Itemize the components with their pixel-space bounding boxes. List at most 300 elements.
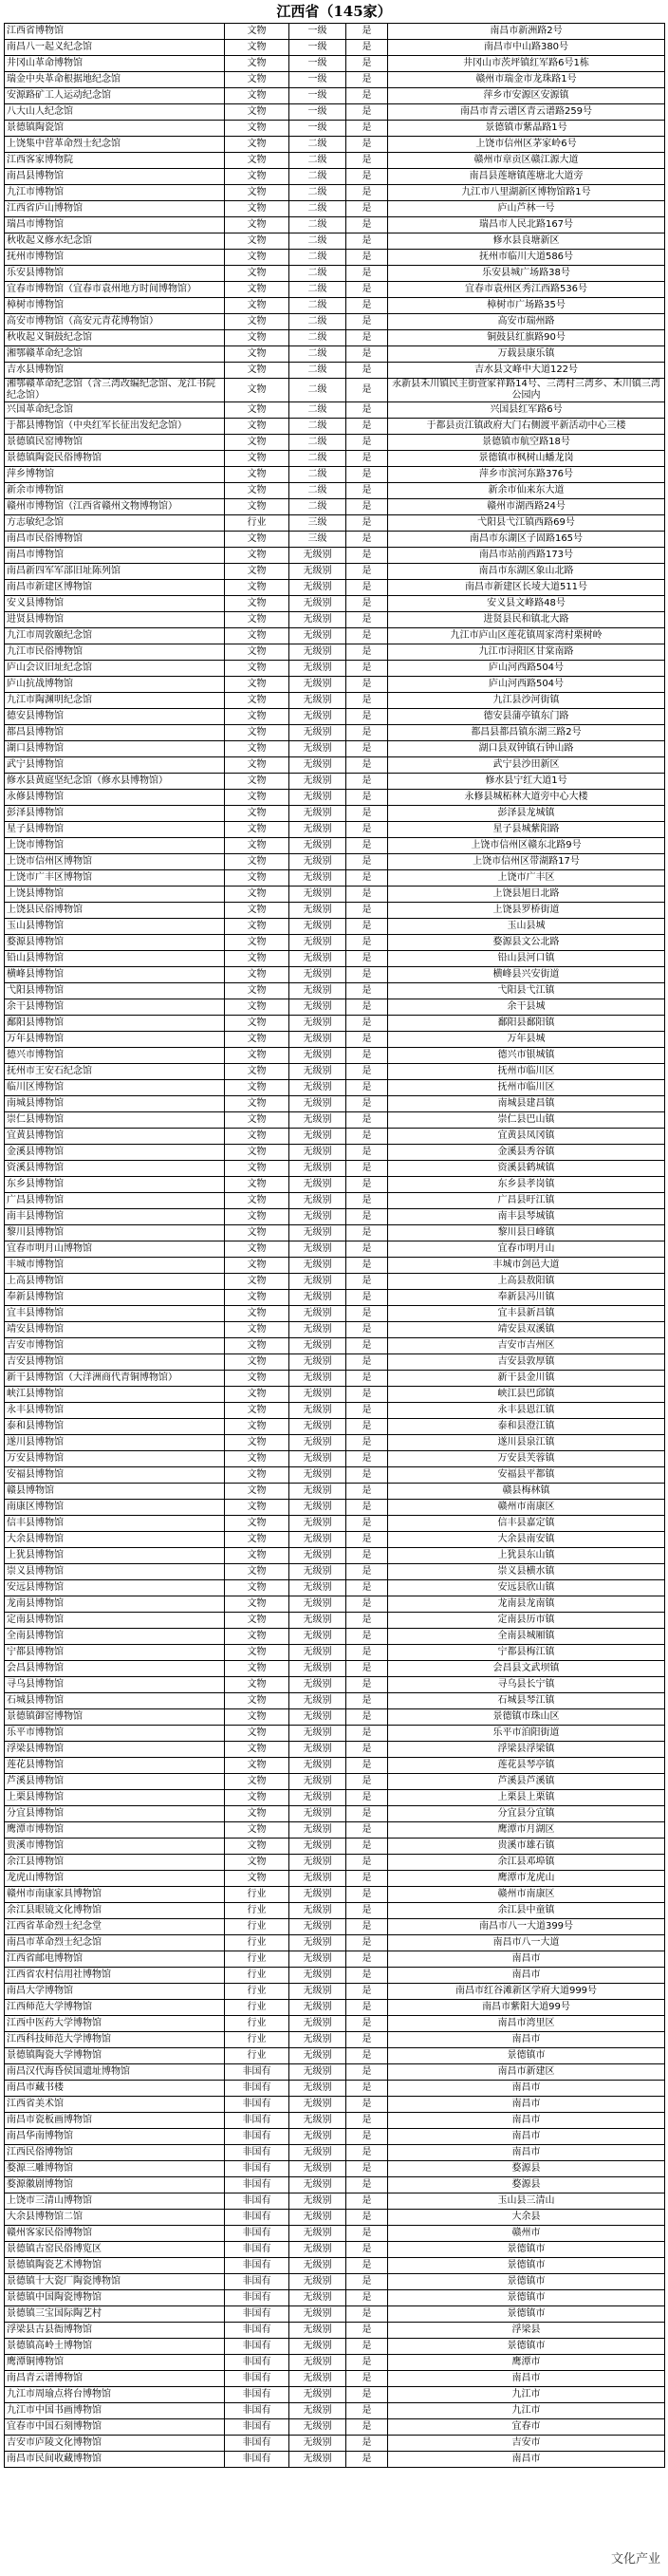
level-cell: 无级别	[289, 2226, 346, 2242]
address-cell: 南昌市东湖区象山北路	[388, 564, 665, 580]
museum-name-cell: 方志敏纪念馆	[5, 515, 225, 532]
table-row	[5, 1290, 665, 1306]
category-cell: 文物	[225, 790, 289, 806]
table-row	[5, 1822, 665, 1839]
category-cell: 文物	[225, 903, 289, 919]
category-cell: 非国有	[225, 2177, 289, 2193]
museum-name-cell: 吉安市庐陵文化博物馆	[5, 2436, 225, 2452]
address-cell: 鹰潭市龙虎山	[388, 1871, 665, 1887]
table-row	[5, 1048, 665, 1064]
address-cell: 新干县金川镇	[388, 1371, 665, 1387]
address-cell: 万载县康乐镇	[388, 346, 665, 363]
address-cell: 铜鼓县红旗路90号	[388, 330, 665, 346]
table-row	[5, 532, 665, 548]
category-cell: 文物	[225, 1306, 289, 1322]
free-admission-cell: 是	[346, 2306, 388, 2323]
free-admission-cell: 是	[346, 919, 388, 935]
table-row	[5, 2145, 665, 2161]
museum-name-cell: 上饶集中营革命烈士纪念馆	[5, 137, 225, 153]
museum-name-cell: 安福县博物馆	[5, 1467, 225, 1484]
level-cell: 无级别	[289, 1806, 346, 1822]
category-cell: 非国有	[225, 2081, 289, 2097]
address-cell: 景德镇市	[388, 2339, 665, 2355]
address-cell: 樟树市广场路35号	[388, 298, 665, 314]
level-cell: 无级别	[289, 822, 346, 838]
museum-name-cell: 南昌市新建区博物馆	[5, 580, 225, 596]
free-admission-cell: 是	[346, 121, 388, 137]
category-cell: 文物	[225, 1532, 289, 1548]
address-cell: 鹰潭市	[388, 2355, 665, 2371]
free-admission-cell: 是	[346, 1403, 388, 1419]
category-cell: 非国有	[225, 2290, 289, 2306]
address-cell: 上犹县东山镇	[388, 1548, 665, 1564]
level-cell: 无级别	[289, 1629, 346, 1645]
table-row	[5, 596, 665, 612]
category-cell: 文物	[225, 806, 289, 822]
category-cell: 文物	[225, 693, 289, 709]
free-admission-cell: 是	[346, 999, 388, 1016]
category-cell: 行业	[225, 1903, 289, 1919]
level-cell: 无级别	[289, 967, 346, 983]
address-cell: 景德镇市枫树山蟠龙岗	[388, 451, 665, 467]
address-cell: 赣州市章贡区赣江源大道	[388, 153, 665, 169]
table-row	[5, 548, 665, 564]
free-admission-cell: 是	[346, 1129, 388, 1145]
table-row	[5, 72, 665, 88]
category-cell: 非国有	[225, 2371, 289, 2387]
museum-name-cell: 金溪县博物馆	[5, 1145, 225, 1161]
level-cell: 无级别	[289, 1290, 346, 1306]
museum-name-cell: 吉水县博物馆	[5, 363, 225, 379]
address-cell: 庐山芦林一号	[388, 201, 665, 217]
museum-name-cell: 贵溪市博物馆	[5, 1839, 225, 1855]
address-cell: 南丰县琴城镇	[388, 1209, 665, 1225]
museum-name-cell: 广昌县博物馆	[5, 1193, 225, 1209]
museum-name-cell: 武宁县博物馆	[5, 757, 225, 774]
table-row	[5, 2258, 665, 2274]
museum-name-cell: 寻乌县博物馆	[5, 1677, 225, 1693]
address-cell: 赣州市南康区	[388, 1500, 665, 1516]
free-admission-cell: 是	[346, 2210, 388, 2226]
free-admission-cell: 是	[346, 2258, 388, 2274]
level-cell: 二级	[289, 137, 346, 153]
free-admission-cell: 是	[346, 314, 388, 330]
address-cell: 安远县欣山镇	[388, 1580, 665, 1596]
table-row	[5, 419, 665, 435]
address-cell: 南昌市	[388, 1968, 665, 1984]
level-cell: 无级别	[289, 2000, 346, 2016]
address-cell: 南昌市新洲路2号	[388, 24, 665, 40]
free-admission-cell: 是	[346, 951, 388, 967]
table-row	[5, 1887, 665, 1903]
level-cell: 无级别	[289, 790, 346, 806]
museum-name-cell: 景德镇三宝国际陶艺村	[5, 2306, 225, 2323]
category-cell: 文物	[225, 346, 289, 363]
table-row	[5, 2161, 665, 2177]
free-admission-cell: 是	[346, 2000, 388, 2016]
address-cell: 资溪县鹤城镇	[388, 1161, 665, 1177]
level-cell: 无级别	[289, 2403, 346, 2419]
free-admission-cell: 是	[346, 790, 388, 806]
category-cell: 文物	[225, 580, 289, 596]
category-cell: 文物	[225, 1564, 289, 1580]
address-cell: 龙南县龙南镇	[388, 1596, 665, 1613]
category-cell: 文物	[225, 56, 289, 72]
museum-name-cell: 江西省博物馆	[5, 24, 225, 40]
level-cell: 无级别	[289, 1919, 346, 1935]
level-cell: 二级	[289, 467, 346, 483]
table-row	[5, 185, 665, 201]
table-row	[5, 1419, 665, 1435]
level-cell: 无级别	[289, 1855, 346, 1871]
level-cell: 无级别	[289, 1596, 346, 1613]
free-admission-cell: 是	[346, 1968, 388, 1984]
museum-name-cell: 鹰潭铜博物馆	[5, 2355, 225, 2371]
level-cell: 无级别	[289, 2274, 346, 2290]
level-cell: 无级别	[289, 1532, 346, 1548]
address-cell: 九江市浔阳区甘棠南路	[388, 644, 665, 661]
address-cell: 万安县芙蓉镇	[388, 1451, 665, 1467]
address-cell: 赣州市瑞金市龙珠路1号	[388, 72, 665, 88]
category-cell: 行业	[225, 2032, 289, 2048]
table-row	[5, 774, 665, 790]
free-admission-cell: 是	[346, 2161, 388, 2177]
free-admission-cell: 是	[346, 153, 388, 169]
address-cell: 九江县沙河街镇	[388, 693, 665, 709]
free-admission-cell: 是	[346, 185, 388, 201]
museum-name-cell: 横峰县博物馆	[5, 967, 225, 983]
address-cell: 南昌市新建区	[388, 2064, 665, 2081]
museum-name-cell: 资溪县博物馆	[5, 1161, 225, 1177]
category-cell: 文物	[225, 951, 289, 967]
level-cell: 无级别	[289, 741, 346, 757]
category-cell: 文物	[225, 153, 289, 169]
level-cell: 无级别	[289, 1112, 346, 1129]
table-row	[5, 266, 665, 282]
category-cell: 文物	[225, 1645, 289, 1661]
address-cell: 星子县城紫阳路	[388, 822, 665, 838]
category-cell: 行业	[225, 1984, 289, 2000]
address-cell: 金溪县秀谷镇	[388, 1145, 665, 1161]
level-cell: 无级别	[289, 1742, 346, 1758]
address-cell: 浮梁县	[388, 2323, 665, 2339]
free-admission-cell: 是	[346, 298, 388, 314]
museum-name-cell: 万年县博物馆	[5, 1032, 225, 1048]
address-cell: 婺源县	[388, 2161, 665, 2177]
table-row	[5, 1742, 665, 1758]
table-row	[5, 1532, 665, 1548]
address-cell: 九江市庐山区莲花镇周家湾村栗树岭	[388, 628, 665, 644]
free-admission-cell: 是	[346, 24, 388, 40]
category-cell: 文物	[225, 1258, 289, 1274]
free-admission-cell: 是	[346, 1032, 388, 1048]
free-admission-cell: 是	[346, 1258, 388, 1274]
free-admission-cell: 是	[346, 169, 388, 185]
category-cell: 文物	[225, 564, 289, 580]
table-row	[5, 104, 665, 121]
level-cell: 无级别	[289, 1258, 346, 1274]
category-cell: 文物	[225, 137, 289, 153]
museum-name-cell: 萍乡博物馆	[5, 467, 225, 483]
free-admission-cell: 是	[346, 1484, 388, 1500]
level-cell: 二级	[289, 201, 346, 217]
table-row	[5, 402, 665, 419]
address-cell: 莲花县琴亭镇	[388, 1758, 665, 1774]
level-cell: 无级别	[289, 1225, 346, 1241]
museum-name-cell: 于都县博物馆（中央红军长征出发纪念馆）	[5, 419, 225, 435]
address-cell: 德安县蒲亭镇东门路	[388, 709, 665, 725]
category-cell: 文物	[225, 1774, 289, 1790]
museum-name-cell: 景德镇民窑博物馆	[5, 435, 225, 451]
table-row	[5, 1161, 665, 1177]
level-cell: 无级别	[289, 1161, 346, 1177]
address-cell: 泰和县澄江镇	[388, 1419, 665, 1435]
free-admission-cell: 是	[346, 1951, 388, 1968]
level-cell: 无级别	[289, 1177, 346, 1193]
free-admission-cell: 是	[346, 402, 388, 419]
level-cell: 二级	[289, 379, 346, 402]
free-admission-cell: 是	[346, 2436, 388, 2452]
level-cell: 无级别	[289, 1726, 346, 1742]
museum-name-cell: 南昌市民间收藏博物馆	[5, 2452, 225, 2468]
free-admission-cell: 是	[346, 1516, 388, 1532]
category-cell: 文物	[225, 532, 289, 548]
level-cell: 无级别	[289, 1209, 346, 1225]
level-cell: 无级别	[289, 870, 346, 887]
table-row	[5, 153, 665, 169]
free-admission-cell: 是	[346, 741, 388, 757]
address-cell: 南昌市湾里区	[388, 2016, 665, 2032]
free-admission-cell: 是	[346, 1387, 388, 1403]
category-cell: 文物	[225, 266, 289, 282]
museum-name-cell: 临川区博物馆	[5, 1080, 225, 1096]
address-cell: 乐平市洎阳街道	[388, 1726, 665, 1742]
category-cell: 文物	[225, 1806, 289, 1822]
museum-name-cell: 全南县博物馆	[5, 1629, 225, 1645]
table-row	[5, 379, 665, 402]
free-admission-cell: 是	[346, 201, 388, 217]
address-cell: 峡江县巴邱镇	[388, 1387, 665, 1403]
free-admission-cell: 是	[346, 2452, 388, 2468]
free-admission-cell: 是	[346, 2016, 388, 2032]
level-cell: 无级别	[289, 1935, 346, 1951]
table-row	[5, 217, 665, 233]
museum-name-cell: 九江市周瑜点将台博物馆	[5, 2387, 225, 2403]
address-cell: 上饶市信州区赣东北路9号	[388, 838, 665, 854]
table-row	[5, 137, 665, 153]
museum-name-cell: 抚州市博物馆	[5, 250, 225, 266]
table-row	[5, 967, 665, 983]
table-row	[5, 612, 665, 628]
address-cell: 抚州市临川大道586号	[388, 250, 665, 266]
address-cell: 鄱阳县鄱阳镇	[388, 1016, 665, 1032]
museum-name-cell: 鹰潭市博物馆	[5, 1822, 225, 1839]
category-cell: 文物	[225, 661, 289, 677]
address-cell: 靖安县双溪镇	[388, 1322, 665, 1338]
table-row	[5, 2436, 665, 2452]
free-admission-cell: 是	[346, 548, 388, 564]
free-admission-cell: 是	[346, 1241, 388, 1258]
museum-name-cell: 江西师范大学博物馆	[5, 2000, 225, 2016]
level-cell: 无级别	[289, 919, 346, 935]
museum-name-cell: 赣州客家民俗博物馆	[5, 2226, 225, 2242]
address-cell: 吉安市	[388, 2436, 665, 2452]
museum-name-cell: 南昌新四军军部旧址陈列馆	[5, 564, 225, 580]
address-cell: 萍乡市安源区安源镇	[388, 88, 665, 104]
free-admission-cell: 是	[346, 1613, 388, 1629]
category-cell: 非国有	[225, 2403, 289, 2419]
museum-name-cell: 景德镇古窑民俗博览区	[5, 2242, 225, 2258]
level-cell: 二级	[289, 419, 346, 435]
address-cell: 丰城市剑邑大道	[388, 1258, 665, 1274]
level-cell: 无级别	[289, 2177, 346, 2193]
table-row	[5, 661, 665, 677]
level-cell: 二级	[289, 250, 346, 266]
level-cell: 无级别	[289, 854, 346, 870]
category-cell: 文物	[225, 822, 289, 838]
museum-name-cell: 黎川县博物馆	[5, 1225, 225, 1241]
free-admission-cell: 是	[346, 1306, 388, 1322]
museum-name-cell: 东乡县博物馆	[5, 1177, 225, 1193]
table-row	[5, 2210, 665, 2226]
category-cell: 文物	[225, 1726, 289, 1742]
table-row	[5, 1968, 665, 1984]
address-cell: 安福县平都镇	[388, 1467, 665, 1484]
level-cell: 无级别	[289, 1419, 346, 1435]
category-cell: 行业	[225, 2048, 289, 2064]
level-cell: 无级别	[289, 1484, 346, 1500]
table-row	[5, 838, 665, 854]
category-cell: 文物	[225, 467, 289, 483]
level-cell: 无级别	[289, 1774, 346, 1790]
table-row	[5, 1225, 665, 1241]
category-cell: 文物	[225, 1548, 289, 1564]
free-admission-cell: 是	[346, 2129, 388, 2145]
level-cell: 二级	[289, 451, 346, 467]
category-cell: 文物	[225, 499, 289, 515]
museum-name-cell: 兴国革命纪念馆	[5, 402, 225, 419]
free-admission-cell: 是	[346, 1290, 388, 1306]
level-cell: 一级	[289, 121, 346, 137]
address-cell: 南城县建昌镇	[388, 1096, 665, 1112]
free-admission-cell: 是	[346, 983, 388, 999]
museum-name-cell: 九江市周敦颐纪念馆	[5, 628, 225, 644]
museum-name-cell: 湘鄂赣革命纪念馆	[5, 346, 225, 363]
address-cell: 瑞昌市人民北路167号	[388, 217, 665, 233]
level-cell: 无级别	[289, 1322, 346, 1338]
table-row	[5, 451, 665, 467]
level-cell: 无级别	[289, 693, 346, 709]
category-cell: 文物	[225, 1145, 289, 1161]
museum-name-cell: 江西科技师范大学博物馆	[5, 2032, 225, 2048]
museum-name-cell: 崇义县博物馆	[5, 1564, 225, 1580]
category-cell: 非国有	[225, 2097, 289, 2113]
category-cell: 非国有	[225, 2145, 289, 2161]
free-admission-cell: 是	[346, 1548, 388, 1564]
level-cell: 无级别	[289, 838, 346, 854]
museum-name-cell: 井冈山革命博物馆	[5, 56, 225, 72]
table-row	[5, 1306, 665, 1322]
category-cell: 文物	[225, 298, 289, 314]
free-admission-cell: 是	[346, 40, 388, 56]
table-row	[5, 935, 665, 951]
museum-name-cell: 南丰县博物馆	[5, 1209, 225, 1225]
museum-name-cell: 修水县黄庭坚纪念馆（修水县博物馆）	[5, 774, 225, 790]
address-cell: 赣州市湖西路24号	[388, 499, 665, 515]
level-cell: 二级	[289, 499, 346, 515]
level-cell: 无级别	[289, 2419, 346, 2436]
level-cell: 无级别	[289, 2016, 346, 2032]
level-cell: 无级别	[289, 1467, 346, 1484]
museum-name-cell: 南昌八一起义纪念馆	[5, 40, 225, 56]
free-admission-cell: 是	[346, 2193, 388, 2210]
museum-name-cell: 九江市陶渊明纪念馆	[5, 693, 225, 709]
table-row	[5, 1354, 665, 1371]
table-row	[5, 330, 665, 346]
table-row	[5, 435, 665, 451]
museum-name-cell: 秋收起义铜鼓纪念馆	[5, 330, 225, 346]
museum-name-cell: 吉安市博物馆	[5, 1338, 225, 1354]
free-admission-cell: 是	[346, 346, 388, 363]
museum-name-cell: 南康区博物馆	[5, 1500, 225, 1516]
museum-name-cell: 庐山会议旧址纪念馆	[5, 661, 225, 677]
address-cell: 新余市仙来东大道	[388, 483, 665, 499]
table-row	[5, 709, 665, 725]
table-row	[5, 2097, 665, 2113]
free-admission-cell: 是	[346, 935, 388, 951]
level-cell: 无级别	[289, 1338, 346, 1354]
level-cell: 无级别	[289, 1580, 346, 1596]
free-admission-cell: 是	[346, 1758, 388, 1774]
free-admission-cell: 是	[346, 1984, 388, 2000]
category-cell: 文物	[225, 1629, 289, 1645]
address-cell: 南昌市	[388, 2452, 665, 2468]
category-cell: 文物	[225, 379, 289, 402]
museum-name-cell: 安远县博物馆	[5, 1580, 225, 1596]
address-cell: 南昌市	[388, 2113, 665, 2129]
table-row	[5, 1596, 665, 1613]
category-cell: 文物	[225, 1580, 289, 1596]
museum-name-cell: 瑞昌市博物馆	[5, 217, 225, 233]
museum-name-cell: 婺源徽剧博物馆	[5, 2177, 225, 2193]
level-cell: 无级别	[289, 1839, 346, 1855]
address-cell: 景德镇市航空路18号	[388, 435, 665, 451]
level-cell: 无级别	[289, 2193, 346, 2210]
free-admission-cell: 是	[346, 1806, 388, 1822]
free-admission-cell: 是	[346, 1774, 388, 1790]
table-row	[5, 1645, 665, 1661]
free-admission-cell: 是	[346, 2371, 388, 2387]
level-cell: 二级	[289, 282, 346, 298]
address-cell: 武宁县沙田新区	[388, 757, 665, 774]
museum-name-cell: 上饶县民俗博物馆	[5, 903, 225, 919]
address-cell: 吉安市吉州区	[388, 1338, 665, 1354]
address-cell: 奉新县冯川镇	[388, 1290, 665, 1306]
category-cell: 文物	[225, 548, 289, 564]
free-admission-cell: 是	[346, 499, 388, 515]
category-cell: 文物	[225, 1677, 289, 1693]
address-cell: 上饶市广丰区	[388, 870, 665, 887]
address-cell: 崇义县横水镇	[388, 1564, 665, 1580]
level-cell: 无级别	[289, 1451, 346, 1467]
table-row	[5, 1274, 665, 1290]
category-cell: 文物	[225, 854, 289, 870]
free-admission-cell: 是	[346, 1919, 388, 1935]
museum-name-cell: 乐平市博物馆	[5, 1726, 225, 1742]
free-admission-cell: 是	[346, 1532, 388, 1548]
museum-name-cell: 宜春市明月山博物馆	[5, 1241, 225, 1258]
table-row	[5, 870, 665, 887]
